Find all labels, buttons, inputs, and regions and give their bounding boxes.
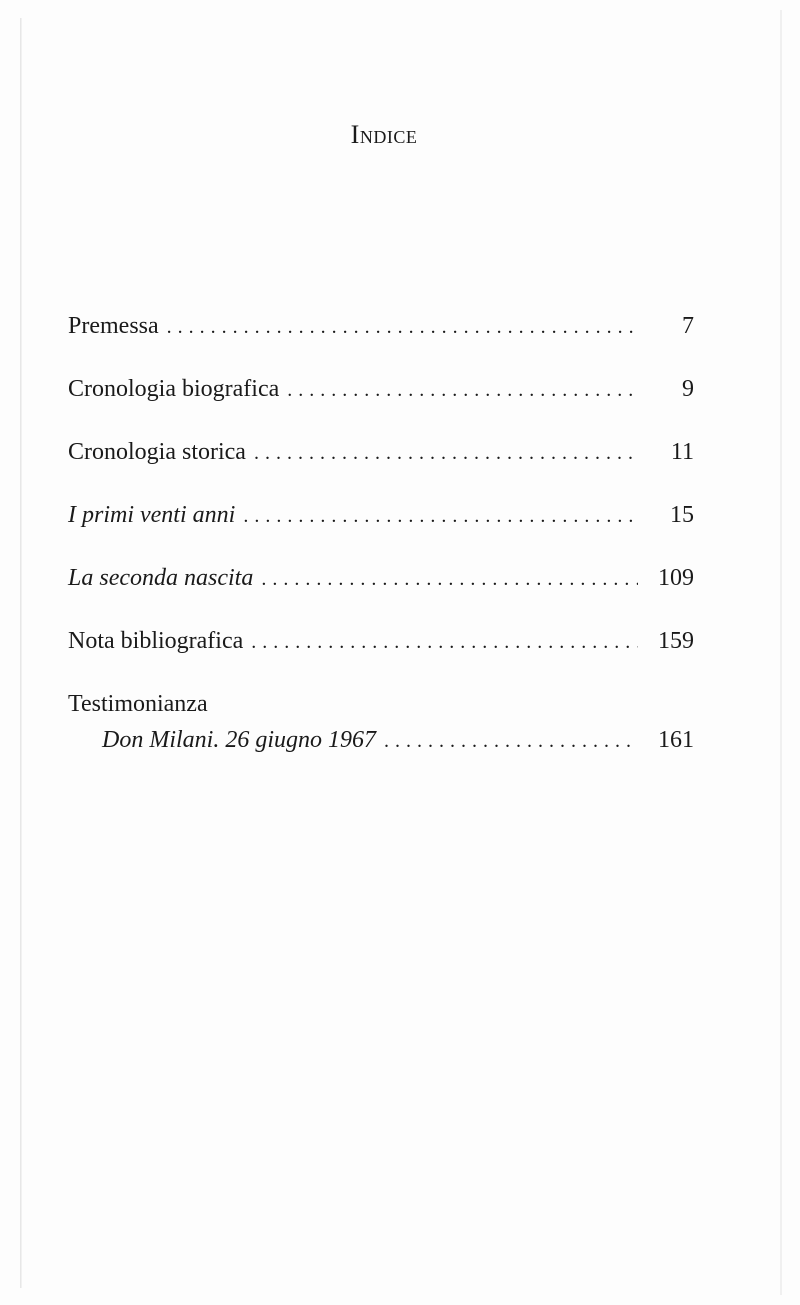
page-title: Indice [350,120,418,149]
toc-page-number: 159 [658,628,694,654]
toc-entry-label: Premessa [68,313,159,339]
toc-entry-cronologia-storica [68,439,694,502]
dot-leader [287,379,638,402]
toc-page-number: 11 [670,439,694,465]
toc-entry-label: Cronologia storica [68,439,246,465]
table-of-contents [68,313,694,767]
dot-leader [261,568,638,591]
toc-entry-label: I primi venti anni [68,502,236,528]
toc-entry-label: Nota bibliografica [68,628,244,654]
page-right-edge [780,10,782,1295]
toc-entry-label: Cronologia biografica [68,376,280,402]
dot-leader [251,631,638,654]
toc-entry-testimonianza [68,691,694,767]
dot-leader [167,316,638,339]
page-spine-edge [20,18,22,1288]
toc-section-heading: Testimonianza [68,691,208,717]
toc-page-number: 9 [682,376,694,402]
toc-page-number: 7 [682,313,694,339]
dot-leader [384,730,638,753]
dot-leader [254,442,638,465]
toc-page-number: 109 [658,565,694,591]
toc-entry-label: Don Milani. 26 giugno 1967 [102,727,376,753]
toc-entry-cronologia-biografica [68,376,694,439]
toc-subentry [68,727,694,767]
toc-page-number: 161 [658,727,694,753]
toc-entry-premessa [68,313,694,376]
toc-page-number: 15 [670,502,694,528]
toc-entry-nota-bibliografica [68,628,694,691]
toc-entry-primi-venti-anni [68,502,694,565]
toc-entry-label: La seconda nascita [68,565,254,591]
dot-leader [243,505,638,528]
toc-entry-seconda-nascita [68,565,694,628]
